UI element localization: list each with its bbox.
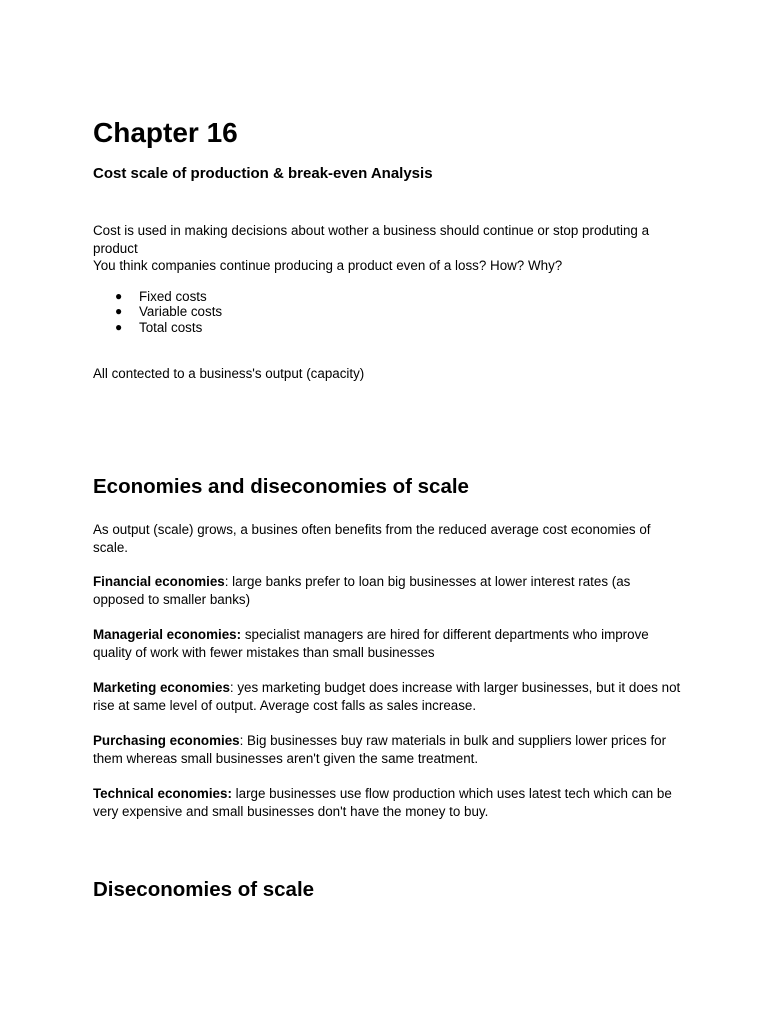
financial-economies-paragraph	[93, 573, 683, 608]
term-label: Financial economies	[93, 574, 225, 589]
chapter-subtitle: Cost scale of production & break-even Analysis	[93, 165, 433, 182]
bullet-icon: ●	[115, 304, 123, 319]
bullet-icon: ●	[115, 289, 123, 303]
term-description: : large banks prefer to loan big businesses at lower interest rates (as opposed to smaller banks)	[93, 574, 631, 607]
term-description: : Big businesses buy raw materials in bulk and suppliers lower prices for them whereas small businesses aren't given the same treatment.	[93, 733, 667, 766]
intro-line-1: Cost is used in making decisions about wother a business should continue or stop produting a product	[93, 223, 650, 256]
managerial-economies-paragraph	[93, 626, 683, 661]
list-item	[93, 289, 222, 304]
term-label: Technical economies:	[93, 786, 232, 801]
list-item	[93, 320, 222, 335]
technical-economies-paragraph	[93, 785, 683, 820]
connected-note: All contected to a business's output (capacity)	[93, 366, 365, 381]
term-label: Purchasing economies	[93, 733, 240, 748]
section-heading-diseconomies: Diseconomies of scale	[93, 878, 315, 901]
list-item	[93, 304, 222, 319]
bullet-icon: ●	[115, 319, 123, 334]
list-item-label: Fixed costs	[139, 289, 207, 304]
section-heading-economies: Economies and diseconomies of scale	[93, 475, 469, 498]
intro-line-2: You think companies continue producing a product even of a loss? How? Why?	[93, 258, 563, 273]
term-description: : yes marketing budget does increase with larger businesses, but it does not rise at same level of output. Average cost falls as sales increase.	[93, 680, 681, 713]
intro-paragraph	[93, 222, 683, 275]
term-description: large businesses use flow production which uses latest tech which can be very expensive and small businesses don't have the money to buy.	[93, 786, 672, 819]
cost-types-list	[93, 289, 222, 335]
term-description: specialist managers are hired for different departments who improve quality of work with fewer mistakes than small businesses	[93, 627, 649, 660]
list-item-label: Total costs	[139, 319, 203, 335]
purchasing-economies-paragraph	[93, 732, 683, 767]
list-item-label: Variable costs	[139, 304, 223, 320]
economies-intro: As output (scale) grows, a busines often benefits from the reduced average cost economies of scale.	[93, 522, 651, 555]
chapter-title: Chapter 16	[93, 117, 238, 148]
term-label: Marketing economies	[93, 680, 230, 695]
term-label: Managerial economies:	[93, 627, 242, 642]
marketing-economies-paragraph	[93, 679, 683, 714]
